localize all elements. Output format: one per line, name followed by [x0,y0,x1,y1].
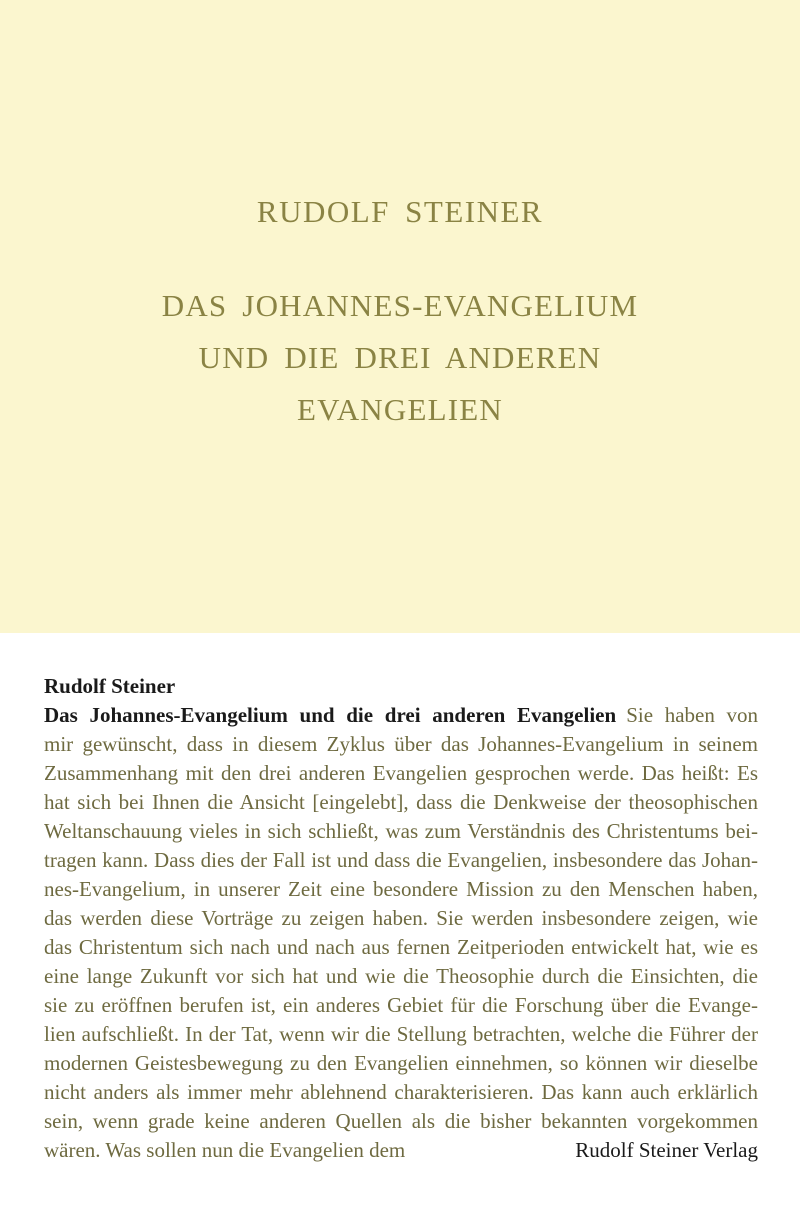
blurb-title: Das Johannes-Evangelium und die drei anderen Evangelien [44,703,617,727]
blurb-line: modernen Geistesbewegung zu den Evangelien einnehmen, so können wir dieselbe [44,1051,758,1075]
blurb-line: das Christentum sich nach und nach aus fernen Zeitperioden entwickelt hat, wie es [44,935,758,959]
blurb-title-line [44,701,758,730]
blurb-line: nicht anders als immer mehr ablehnend charakterisieren. Das kann auch erklärlich [44,1080,758,1104]
cover-title [0,280,800,436]
blurb-line: lien aufschließt. In der Tat, wenn wir die Stellung betrachten, welche die Führer der [44,1022,758,1046]
blurb-text [44,672,758,1165]
blurb-last-line [44,1136,758,1165]
publisher-name: Rudolf Steiner Verlag [575,1138,758,1162]
blurb-line: mir gewünscht, dass in diesem Zyklus über das Johannes-Evangelium in seinem [44,732,758,756]
blurb-line: Sie haben von [626,703,759,727]
blurb-line: sein, wenn grade keine anderen Quellen als die bisher bekannten vorgekommen [44,1109,758,1133]
blurb-line: eine lange Zukunft vor sich hat und wie die Theosophie durch die Einsichten, die [44,964,758,988]
blurb-line: Zusammenhang mit den drei anderen Evangelien gesprochen werde. Das heißt: Es [44,761,758,785]
cover-title-line: EVANGELIEN [296,392,503,427]
blurb-line: sie zu eröffnen berufen ist, ein anderes Gebiet für die Forschung über die Evange- [44,993,758,1017]
blurb-line: tragen kann. Dass dies der Fall ist und dass die Evangelien, insbesondere das Johan- [44,848,758,872]
blurb-line: hat sich bei Ihnen die Ansicht [eingelebt], dass die Denkweise der theosophischen [44,790,758,814]
blurb-line: nes-Evangelium, in unserer Zeit eine besondere Mission zu den Menschen haben, [44,877,758,901]
cover-bottom-panel [0,633,800,1218]
blurb-line: wären. Was sollen nun die Evangelien dem [44,1138,406,1162]
blurb-line: Weltanschauung vieles in sich schließt, was zum Verständnis des Christentums bei- [44,819,758,843]
blurb-author: Rudolf Steiner [44,674,176,698]
cover-title-line: DAS JOHANNES-EVANGELIUM [161,288,639,323]
blurb-line: das werden diese Vorträge zu zeigen haben. Sie werden insbesondere zeigen, wie [44,906,758,930]
cover-author: RUDOLF STEINER [256,194,544,229]
cover-title-line: UND DIE DREI ANDEREN [198,340,602,375]
